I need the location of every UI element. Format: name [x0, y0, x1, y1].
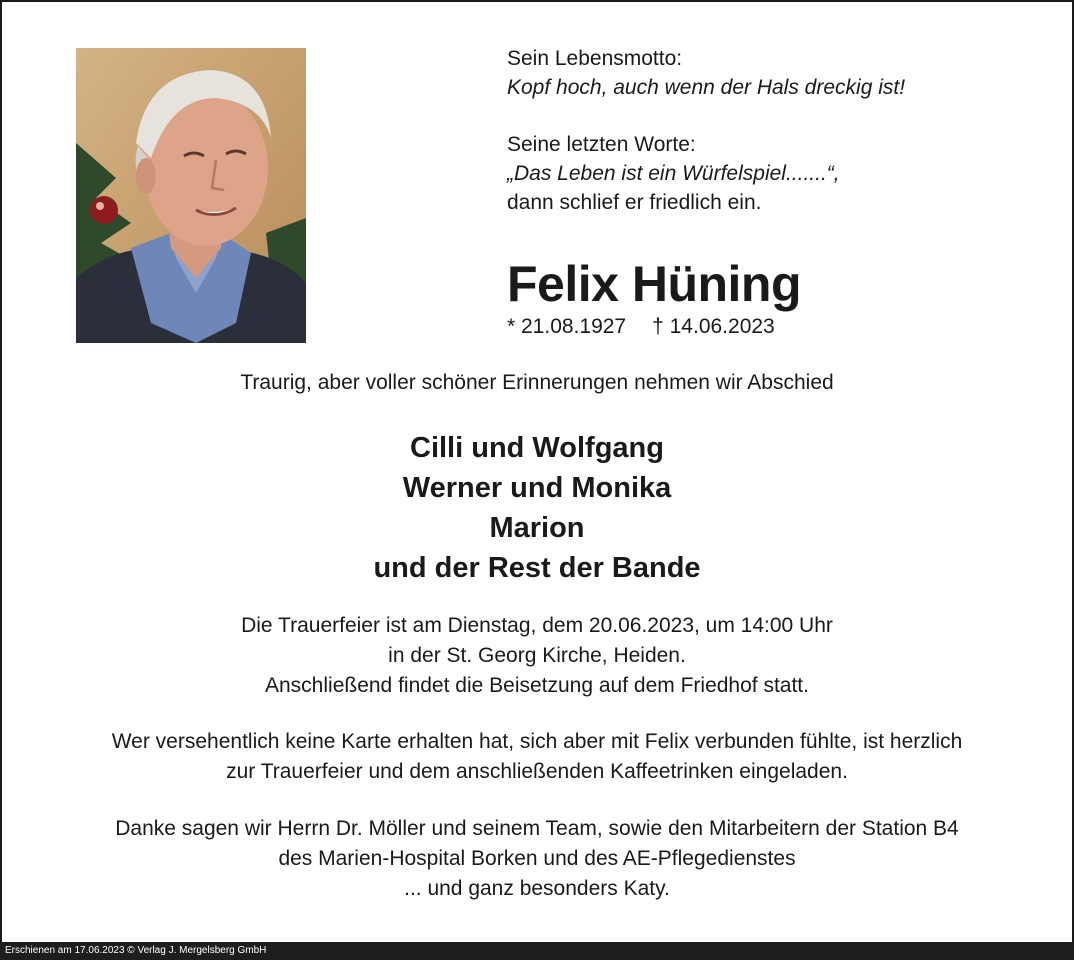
thanks-line: des Marien-Hospital Borken und des AE-Pflegedienstes	[278, 847, 796, 870]
portrait-photo	[76, 48, 306, 343]
last-words-quote: „Das Leben ist ein Würfelspiel.......“,	[507, 162, 840, 185]
invitation-text	[0, 727, 1074, 787]
last-words-after: dann schlief er friedlich ein.	[507, 191, 762, 214]
life-dates	[507, 315, 775, 339]
deceased-name: Felix Hüning	[507, 256, 801, 312]
motto-text: Kopf hoch, auch wenn der Hals dreckig ist!	[507, 76, 906, 99]
family-names	[0, 428, 1074, 588]
life-motto	[507, 44, 905, 102]
family-line: Werner und Monika	[402, 472, 672, 504]
death-date: † 14.06.2023	[652, 315, 775, 338]
invite-line: Wer versehentlich keine Karte erhalten hat, sich aber mit Felix verbunden fühlte, ist herzlich	[111, 730, 963, 753]
family-line: Marion	[489, 512, 585, 544]
last-words-label: Seine letzten Worte:	[507, 133, 696, 156]
service-line: in der St. Georg Kirche, Heiden.	[388, 644, 686, 667]
thanks-text	[0, 814, 1074, 904]
motto-label: Sein Lebensmotto:	[507, 47, 683, 70]
farewell-intro: Traurig, aber voller schöner Erinnerungen nehmen wir Abschied	[240, 371, 834, 394]
publication-footer: Erschienen am 17.06.2023 © Verlag J. Mergelsberg GmbH	[0, 942, 1074, 960]
family-line: und der Rest der Bande	[373, 552, 701, 584]
last-words	[507, 130, 840, 217]
service-line: Anschließend findet die Beisetzung auf dem Friedhof statt.	[265, 674, 809, 697]
thanks-line: ... und ganz besonders Katy.	[404, 877, 670, 900]
service-line: Die Trauerfeier ist am Dienstag, dem 20.06.2023, um 14:00 Uhr	[241, 614, 833, 637]
invite-line: zur Trauerfeier und dem anschließenden Kaffeetrinken eingeladen.	[226, 760, 848, 783]
funeral-service-info	[0, 611, 1074, 701]
thanks-line: Danke sagen wir Herrn Dr. Möller und seinem Team, sowie den Mitarbeitern der Station B4	[115, 817, 959, 840]
family-line: Cilli und Wolfgang	[410, 432, 664, 464]
birth-date: * 21.08.1927	[507, 315, 627, 338]
